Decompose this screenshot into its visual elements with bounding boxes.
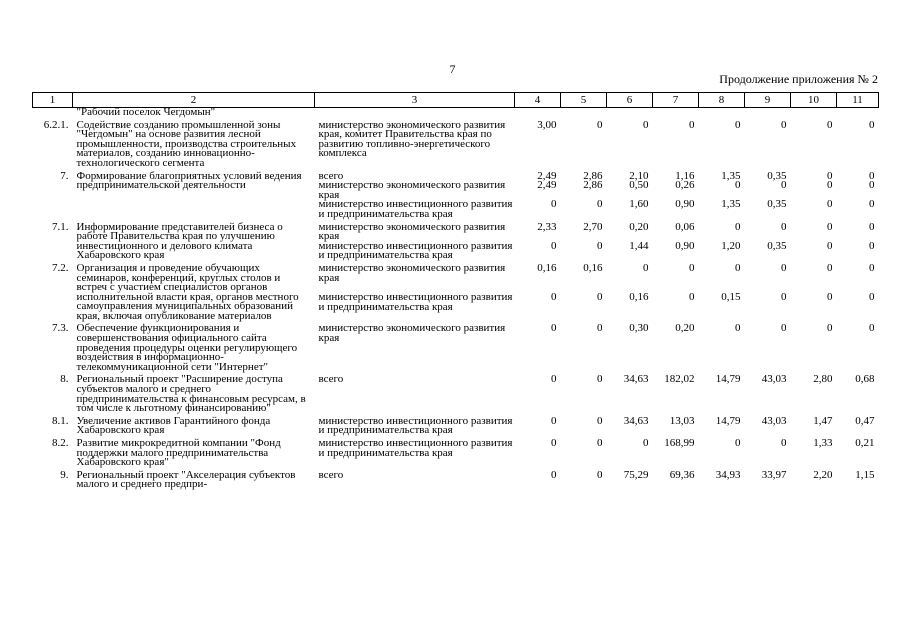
value-cell: 0 (597, 291, 603, 304)
item-code: 6.2.1. (43, 118, 69, 131)
value-cell: 0 (781, 322, 787, 335)
value-cell: 0 (869, 169, 875, 182)
value-cell: 2,20 (813, 468, 833, 481)
value-cell: 0 (781, 291, 787, 304)
value-cell: 2,49 (537, 179, 557, 192)
column-header: 11 (837, 93, 879, 108)
value-cell (837, 108, 879, 118)
value-cell: 0,21 (855, 437, 875, 449)
executor: министерство экономического развития края (318, 220, 506, 243)
value-cell: 0 (551, 322, 557, 335)
item-code: 8.2. (52, 437, 69, 449)
value-cell: 0 (597, 322, 603, 335)
value-cell: 0 (869, 239, 875, 252)
value-cell: 1,35 (721, 169, 741, 182)
value-cell: 0,35 (767, 239, 787, 252)
value-cell: 43,03 (761, 414, 787, 427)
value-cell: 0,20 (675, 322, 695, 335)
value-cell: 0 (869, 198, 875, 211)
value-cell: 0 (597, 239, 603, 252)
value-cell: 0 (551, 239, 557, 252)
value-cell: 0 (781, 220, 787, 233)
item-name: "Рабочий поселок Чегдомын" (76, 106, 216, 118)
value-cell: 0 (827, 220, 833, 233)
value-cell: 0 (735, 118, 741, 131)
value-cell: 14,79 (715, 373, 741, 386)
value-cell: 0 (597, 373, 603, 386)
value-cell: 0 (643, 118, 649, 131)
value-cell: 0,26 (675, 179, 695, 192)
item-code: 7.3. (52, 322, 69, 335)
value-cell: 34,63 (623, 373, 649, 386)
value-cell: 0,90 (675, 239, 695, 252)
value-cell: 0 (551, 414, 557, 427)
item-code (33, 108, 73, 118)
value-cell: 0 (551, 468, 557, 481)
value-cell: 0 (597, 414, 603, 427)
value-cell: 0 (551, 373, 557, 386)
column-header: 3 (315, 93, 515, 108)
value-cell: 0,30 (629, 322, 649, 335)
table-row (33, 468, 879, 490)
value-cell: 0 (597, 468, 603, 481)
item-name: Обеспечение функционирования и совершенствования официального сайта проведения процедуры оценки регулирующего воздействия в информационно-телекоммуникационной сети "Интернет" (76, 322, 298, 373)
value-cell: 34,93 (715, 468, 741, 481)
page-number: 7 (449, 62, 456, 76)
executor: министерство инвестиционного развития и предпринимательства края (318, 437, 513, 459)
executor: всего (318, 373, 344, 386)
value-cell: 0 (643, 261, 649, 274)
value-cell: 69,36 (669, 468, 695, 481)
executor: министерство инвестиционного развития и предпринимательства края (318, 414, 513, 437)
value-cell: 2,80 (813, 373, 833, 386)
program-table (32, 92, 879, 490)
executor: министерство инвестиционного развития и предпринимательства края (318, 239, 513, 262)
value-cell: 182,02 (664, 373, 695, 386)
item-code: 7.1. (52, 220, 69, 233)
value-cell: 0 (597, 118, 603, 131)
value-cell: 33,97 (761, 468, 787, 481)
value-cell: 0 (551, 198, 557, 211)
value-cell (791, 108, 837, 118)
value-cell: 13,03 (669, 414, 695, 427)
value-cell: 0 (735, 322, 741, 335)
value-cell: 0,06 (675, 220, 695, 233)
table-row (33, 118, 879, 169)
value-cell: 0,16 (583, 261, 603, 274)
value-cell: 0 (781, 179, 787, 192)
table-row (33, 436, 879, 468)
value-cell: 0,20 (629, 220, 649, 233)
value-cell: 0 (827, 322, 833, 335)
column-header: 10 (791, 93, 837, 108)
value-cell: 0 (827, 179, 833, 192)
value-cell: 0 (869, 220, 875, 233)
item-name: Информирование представителей бизнеса о работе Правительства края по улучшению инвестиционного и делового климата Хабаровского края (76, 220, 283, 262)
executor: министерство экономического развития края (318, 322, 506, 345)
executor: министерство экономического развития края (318, 261, 506, 284)
item-name: Региональный проект "Расширение доступа субъектов малого и среднего предпринимательства к финансовым ресурсам, в том числе к льготному финансированию" (76, 373, 306, 415)
column-header: 7 (653, 93, 699, 108)
value-cell: 0 (869, 179, 875, 192)
value-cell: 43,03 (761, 373, 787, 386)
value-cell: 0 (735, 179, 741, 192)
column-header: 6 (607, 93, 653, 108)
value-cell: 0 (551, 291, 557, 304)
value-cell: 0 (735, 437, 741, 449)
executor: всего (318, 169, 344, 182)
value-cell: 1,35 (721, 198, 741, 211)
item-code: 7. (60, 169, 69, 182)
item-name: Формирование благоприятных условий ведения предпринимательской деятельности (76, 169, 302, 192)
value-cell: 0 (869, 261, 875, 274)
value-cell: 2,86 (583, 169, 603, 182)
value-cell: 0,35 (767, 169, 787, 182)
item-name: Организация и проведение обучающих семинаров, конференций, круглых столов и встреч с участием специалистов органов исполнительной власти края, органов местного самоуправления муниципальных образований края, включая опубликование материалов (76, 261, 299, 322)
value-cell: 168,99 (664, 437, 695, 449)
value-cell: 0 (597, 437, 603, 449)
value-cell: 0,50 (629, 179, 649, 192)
item-code: 7.2. (52, 261, 69, 274)
value-cell: 0 (643, 437, 649, 449)
table-row (33, 108, 879, 118)
value-cell: 34,63 (623, 414, 649, 427)
executor: министерство инвестиционного развития и предпринимательства края (318, 291, 513, 313)
item-code: 8.1. (52, 414, 69, 427)
value-cell: 0 (781, 437, 787, 449)
value-cell: 1,20 (721, 239, 741, 252)
value-cell: 1,47 (813, 414, 833, 427)
column-header: 5 (561, 93, 607, 108)
value-cell: 1,15 (855, 468, 875, 481)
value-cell: 0 (827, 169, 833, 182)
item-name: Региональный проект "Акселерация субъектов малого и среднего предпри- (76, 468, 296, 491)
executor (315, 108, 515, 118)
value-cell: 14,79 (715, 414, 741, 427)
value-cell: 0 (827, 198, 833, 211)
value-cell: 1,60 (629, 198, 649, 211)
value-cell: 0 (597, 198, 603, 211)
value-cell: 0,68 (855, 373, 875, 386)
table-row (33, 372, 879, 413)
value-cell: 0,90 (675, 198, 695, 211)
item-name: Развитие микрокредитной компании "Фонд поддержки малого предпринимательства Хабаровского края" (76, 437, 281, 469)
value-cell: 3,00 (537, 118, 557, 131)
value-cell: 0 (735, 220, 741, 233)
item-name: Увеличение активов Гарантийного фонда Хабаровского края (76, 414, 271, 437)
value-cell: 1,16 (675, 169, 695, 182)
item-code: 9. (60, 468, 69, 481)
value-cell: 0 (869, 322, 875, 335)
value-cell: 0 (781, 261, 787, 274)
value-cell: 0 (827, 118, 833, 131)
value-cell: 0 (781, 118, 787, 131)
value-cell: 2,70 (583, 220, 603, 233)
item-code: 8. (60, 373, 69, 386)
executor: всего (318, 468, 344, 481)
column-header: 4 (515, 93, 561, 108)
appendix-caption: Продолжение приложения № 2 (719, 72, 878, 86)
executor: министерство экономического развития края (318, 179, 506, 201)
column-header: 1 (33, 93, 73, 108)
table-row (33, 321, 879, 372)
value-cell: 0 (827, 291, 833, 304)
value-cell: 0,16 (629, 291, 649, 304)
column-header: 9 (745, 93, 791, 108)
value-cell: 75,29 (623, 468, 649, 481)
value-cell: 0,15 (721, 291, 741, 304)
value-cell: 2,49 (537, 169, 557, 182)
value-cell: 0 (689, 261, 695, 274)
value-cell: 2,86 (583, 179, 603, 192)
table-row (33, 261, 879, 293)
executor: министерство экономического развития края, комитет Правительства края по развитию топливно-энергетического комплекса (318, 118, 506, 160)
executor: министерство инвестиционного развития и предпринимательства края (318, 198, 513, 220)
item-name: Содействие созданию промышленной зоны "Чегдомын" на основе развития лесной промышленности, производства строительных материалов, созданию инновационно-технологического сегмента (76, 118, 297, 169)
value-cell: 1,33 (813, 437, 833, 449)
value-cell: 2,10 (629, 169, 649, 182)
value-cell: 0 (689, 291, 695, 304)
value-cell (561, 108, 607, 118)
value-cell: 0 (869, 291, 875, 304)
value-cell: 0 (827, 261, 833, 274)
value-cell: 1,44 (629, 239, 649, 252)
value-cell (699, 108, 745, 118)
value-cell: 0 (869, 118, 875, 131)
value-cell: 0 (689, 118, 695, 131)
table-row (33, 220, 879, 242)
value-cell (653, 108, 699, 118)
value-cell: 0 (551, 437, 557, 449)
value-cell (515, 108, 561, 118)
value-cell (607, 108, 653, 118)
value-cell: 0 (735, 261, 741, 274)
value-cell (745, 108, 791, 118)
value-cell: 2,33 (537, 220, 557, 233)
value-cell: 0,35 (767, 198, 787, 211)
value-cell: 0,47 (855, 414, 875, 427)
column-header: 2 (73, 93, 315, 108)
table-row (33, 414, 879, 436)
column-header: 8 (699, 93, 745, 108)
value-cell: 0 (827, 239, 833, 252)
value-cell: 0,16 (537, 261, 557, 274)
